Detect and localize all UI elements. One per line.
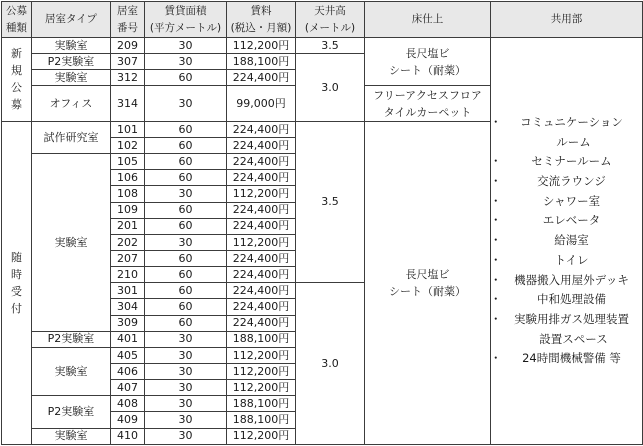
room-number: 102 <box>111 137 145 153</box>
room-number: 309 <box>111 315 145 331</box>
category-new: 新 規 公 募 <box>2 38 32 122</box>
room-number: 314 <box>111 86 145 121</box>
room-area: 60 <box>145 121 227 137</box>
room-number: 407 <box>111 380 145 396</box>
room-area: 60 <box>145 250 227 266</box>
room-rent: 99,000円 <box>227 86 296 121</box>
room-number: 312 <box>111 70 145 86</box>
shared-item: ・ 中和処理設備 <box>493 290 640 310</box>
room-rent: 224,400円 <box>227 218 296 234</box>
room-rent: 112,200円 <box>227 428 296 444</box>
room-rent: 188,100円 <box>227 412 296 428</box>
room-number: 209 <box>111 38 145 54</box>
shared-item: ・ トイレ <box>493 251 640 271</box>
room-type: P2実験室 <box>32 396 111 428</box>
room-number: 410 <box>111 428 145 444</box>
room-type: オフィス <box>32 86 111 121</box>
room-area: 60 <box>145 267 227 283</box>
header-rent: 賃料 (税込・月額) <box>227 2 296 38</box>
shared-item: 設置スペース <box>539 331 608 346</box>
room-rent: 224,400円 <box>227 70 296 86</box>
room-area: 30 <box>145 38 227 54</box>
room-number: 301 <box>111 283 145 299</box>
room-rent: 112,200円 <box>227 347 296 363</box>
room-rent: 112,200円 <box>227 234 296 250</box>
room-area: 30 <box>145 412 227 428</box>
header-type: 居室タイプ <box>32 2 111 38</box>
room-type: P2実験室 <box>32 54 111 70</box>
room-type: 実験室 <box>32 428 111 444</box>
room-area: 60 <box>145 299 227 315</box>
room-rent: 188,100円 <box>227 396 296 412</box>
room-number: 401 <box>111 331 145 347</box>
category-anytime: 随 時 受 付 <box>2 121 32 444</box>
room-area: 30 <box>145 186 227 202</box>
floor-finish: フリーアクセスフロア タイルカーペット <box>365 86 491 121</box>
room-type: 実験室 <box>32 38 111 54</box>
room-number: 101 <box>111 121 145 137</box>
shared-item: ・ エレベータ <box>493 211 640 231</box>
room-area: 30 <box>145 380 227 396</box>
room-area: 60 <box>145 170 227 186</box>
room-table <box>1 1 643 445</box>
room-type: 実験室 <box>32 70 111 86</box>
header-ceiling: 天井高 (メートル) <box>296 2 365 38</box>
room-area: 30 <box>145 363 227 379</box>
room-area: 30 <box>145 428 227 444</box>
ceiling-height: 3.5 <box>296 38 365 54</box>
room-number: 406 <box>111 363 145 379</box>
shared-item: ・ 交流ラウンジ <box>493 172 640 192</box>
table-row <box>2 38 643 54</box>
room-number: 202 <box>111 234 145 250</box>
room-area: 60 <box>145 202 227 218</box>
header-row <box>2 2 643 38</box>
room-rent: 224,400円 <box>227 137 296 153</box>
ceiling-height: 3.0 <box>296 54 365 122</box>
room-rent: 224,400円 <box>227 170 296 186</box>
room-area: 60 <box>145 137 227 153</box>
shared-item: ルーム <box>556 134 591 149</box>
room-area: 60 <box>145 218 227 234</box>
room-number: 108 <box>111 186 145 202</box>
room-number: 210 <box>111 267 145 283</box>
room-number: 201 <box>111 218 145 234</box>
header-room-no: 居室 番号 <box>111 2 145 38</box>
room-rent: 188,100円 <box>227 331 296 347</box>
header-shared: 共用部 <box>491 2 643 38</box>
room-rent: 112,200円 <box>227 380 296 396</box>
shared-item: ・ 給湯室 <box>493 231 640 251</box>
room-type: 実験室 <box>32 347 111 395</box>
room-area: 30 <box>145 396 227 412</box>
room-rent: 224,400円 <box>227 267 296 283</box>
room-rent: 188,100円 <box>227 54 296 70</box>
room-number: 106 <box>111 170 145 186</box>
room-rent: 112,200円 <box>227 363 296 379</box>
room-rent: 224,400円 <box>227 283 296 299</box>
room-rent: 224,400円 <box>227 202 296 218</box>
floor-finish: 長尺塩ビ シート（耐薬） <box>365 38 491 86</box>
room-number: 109 <box>111 202 145 218</box>
floor-finish: 長尺塩ビ シート（耐薬） <box>365 121 491 444</box>
room-rent: 224,400円 <box>227 154 296 170</box>
header-floor: 床仕上 <box>365 2 491 38</box>
shared-item: ・ シャワー室 <box>493 192 640 212</box>
shared-item: ・ 機器搬入用屋外デッキ <box>493 271 640 291</box>
room-number: 408 <box>111 396 145 412</box>
room-area: 60 <box>145 70 227 86</box>
room-type: 実験室 <box>32 154 111 332</box>
room-number: 304 <box>111 299 145 315</box>
room-rent: 224,400円 <box>227 121 296 137</box>
header-category: 公募 種類 <box>2 2 32 38</box>
ceiling-height: 3.0 <box>296 283 365 445</box>
room-area: 30 <box>145 234 227 250</box>
room-area: 30 <box>145 331 227 347</box>
room-area: 30 <box>145 86 227 121</box>
room-rent: 112,200円 <box>227 186 296 202</box>
room-area: 60 <box>145 154 227 170</box>
header-area: 賃貸面積 (平方メートル) <box>145 2 227 38</box>
room-area: 30 <box>145 54 227 70</box>
shared-facilities <box>491 38 643 445</box>
room-number: 405 <box>111 347 145 363</box>
room-number: 207 <box>111 250 145 266</box>
room-type: P2実験室 <box>32 331 111 347</box>
room-area: 60 <box>145 315 227 331</box>
room-area: 60 <box>145 283 227 299</box>
room-rent: 224,400円 <box>227 315 296 331</box>
room-rent: 224,400円 <box>227 299 296 315</box>
room-number: 409 <box>111 412 145 428</box>
room-rent: 224,400円 <box>227 250 296 266</box>
room-type: 試作研究室 <box>32 121 111 153</box>
room-area: 30 <box>145 347 227 363</box>
ceiling-height: 3.5 <box>296 121 365 282</box>
room-number: 105 <box>111 154 145 170</box>
room-number: 307 <box>111 54 145 70</box>
room-rent: 112,200円 <box>227 38 296 54</box>
shared-item: ・ セミナールーム <box>493 152 640 172</box>
shared-item: ・ コミュニケーション <box>493 113 640 133</box>
shared-item: ・ 24時間機械警備 等 <box>493 349 640 369</box>
shared-item: ・ 実験用排ガス処理装置 <box>493 310 640 330</box>
